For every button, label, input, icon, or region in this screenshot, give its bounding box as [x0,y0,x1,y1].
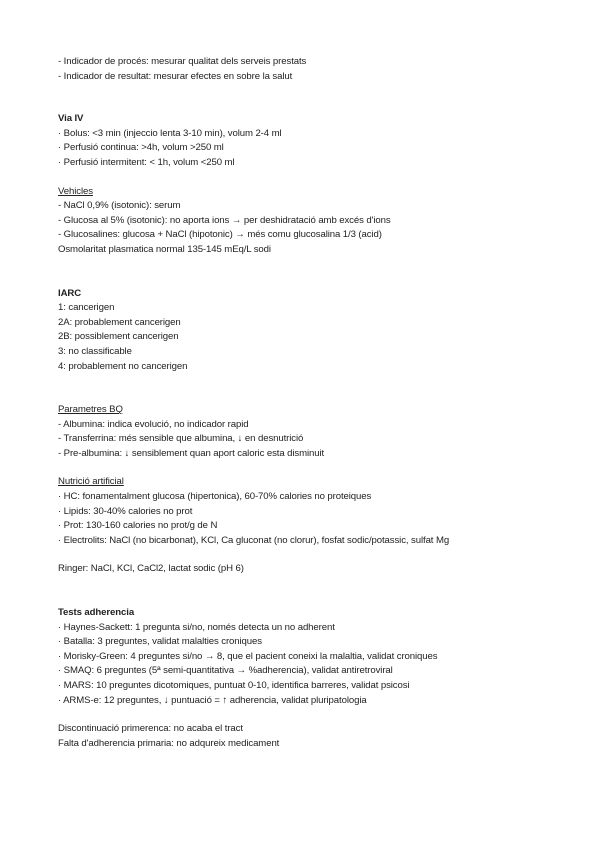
via-iv-item: · Bolus: <3 min (injeccio lenta 3-10 min), volum 2-4 ml [58,127,282,139]
section-title-tests: Tests adherencia [58,607,135,619]
nutricio-item: · Lipids: 30-40% calories no prot [58,505,193,517]
parametres-item: - Albumina: indica evolució, no indicador rapid [58,418,249,430]
vehicles-item: - Glucosalines: glucosa + NaCl (hipotonic) → més comu glucosalina 1/3 (acid) [58,229,382,241]
falta-adherencia-note: Falta d'adherencia primaria: no adqureix medicament [58,737,280,749]
tests-item: · ARMS-e: 12 preguntes, ↓ puntuació = ↑ adherencia, validat pluripatologia [58,694,367,706]
section-title-vehicles: Vehicles [58,185,93,197]
ringer-note: Ringer: NaCl, KCl, CaCl2, lactat sodic (pH 6) [58,563,244,575]
vehicles-item: - NaCl 0,9% (isotonic): serum [58,200,181,212]
discontinuacio-note: Discontinuació primerenca: no acaba el tract [58,723,243,735]
iarc-item: 2A: probablement cancerigen [58,316,181,328]
tests-item: · Morisky-Green: 4 preguntes si/no → 8, que el pacient coneixi la malaltia, validat croniques [58,650,438,662]
section-title-nutricio: Nutrició artificial [58,476,124,488]
vehicles-item: - Glucosa al 5% (isotonic): no aporta ions → per deshidratació amb excés d'ions [58,214,391,226]
nutricio-item: · Electrolits: NaCl (no bicarbonat), KCl, Ca gluconat (no clorur), fosfat sodic/potassic, sulfat Mg [58,534,450,546]
section-title-parametres: Parametres BQ [58,404,123,416]
iarc-item: 2B: possiblement cancerigen [58,331,179,343]
tests-item: · SMAQ: 6 preguntes (5ª semi-quantitativa → %adherencia), validat antiretroviral [58,665,393,677]
document-page [58,55,578,751]
parametres-item: - Transferrina: més sensible que albumina, ↓ en desnutrició [58,433,304,445]
osmolaritat-note: Osmolaritat plasmatica normal 135-145 mEq/L sodi [58,243,271,255]
parametres-item: - Pre-albumina: ↓ sensiblement quan aport caloric esta disminuit [58,447,325,459]
section-title-iarc: IARC [58,287,82,299]
via-iv-item: · Perfusió intermitent: < 1h, volum <250 ml [58,156,235,168]
iarc-item: 3: no classificable [58,345,132,357]
section-title-via-iv: Via IV [58,113,84,125]
iarc-item: 4: probablement no cancerigen [58,360,188,372]
nutricio-item: · Prot: 130-160 calories no prot/g de N [58,520,218,532]
tests-item: · MARS: 10 preguntes dicotomiques, puntuat 0-10, identifica barreres, validat psicosi [58,680,410,691]
via-iv-item: · Perfusió continua: >4h, volum >250 ml [58,142,224,154]
tests-item: · Haynes-Sackett: 1 pregunta si/no, només detecta un no adherent [58,621,335,633]
indicador-proces: - Indicador de procés: mesurar qualitat dels serveis prestats [58,56,307,67]
tests-item: · Batalla: 3 preguntes, validat malalties croniques [58,636,262,648]
iarc-item: 1: cancerigen [58,302,115,314]
indicador-resultat: - Indicador de resultat: mesurar efectes en sobre la salut [58,70,293,82]
nutricio-item: · HC: fonamentalment glucosa (hipertonica), 60-70% calories no proteiques [58,491,372,503]
